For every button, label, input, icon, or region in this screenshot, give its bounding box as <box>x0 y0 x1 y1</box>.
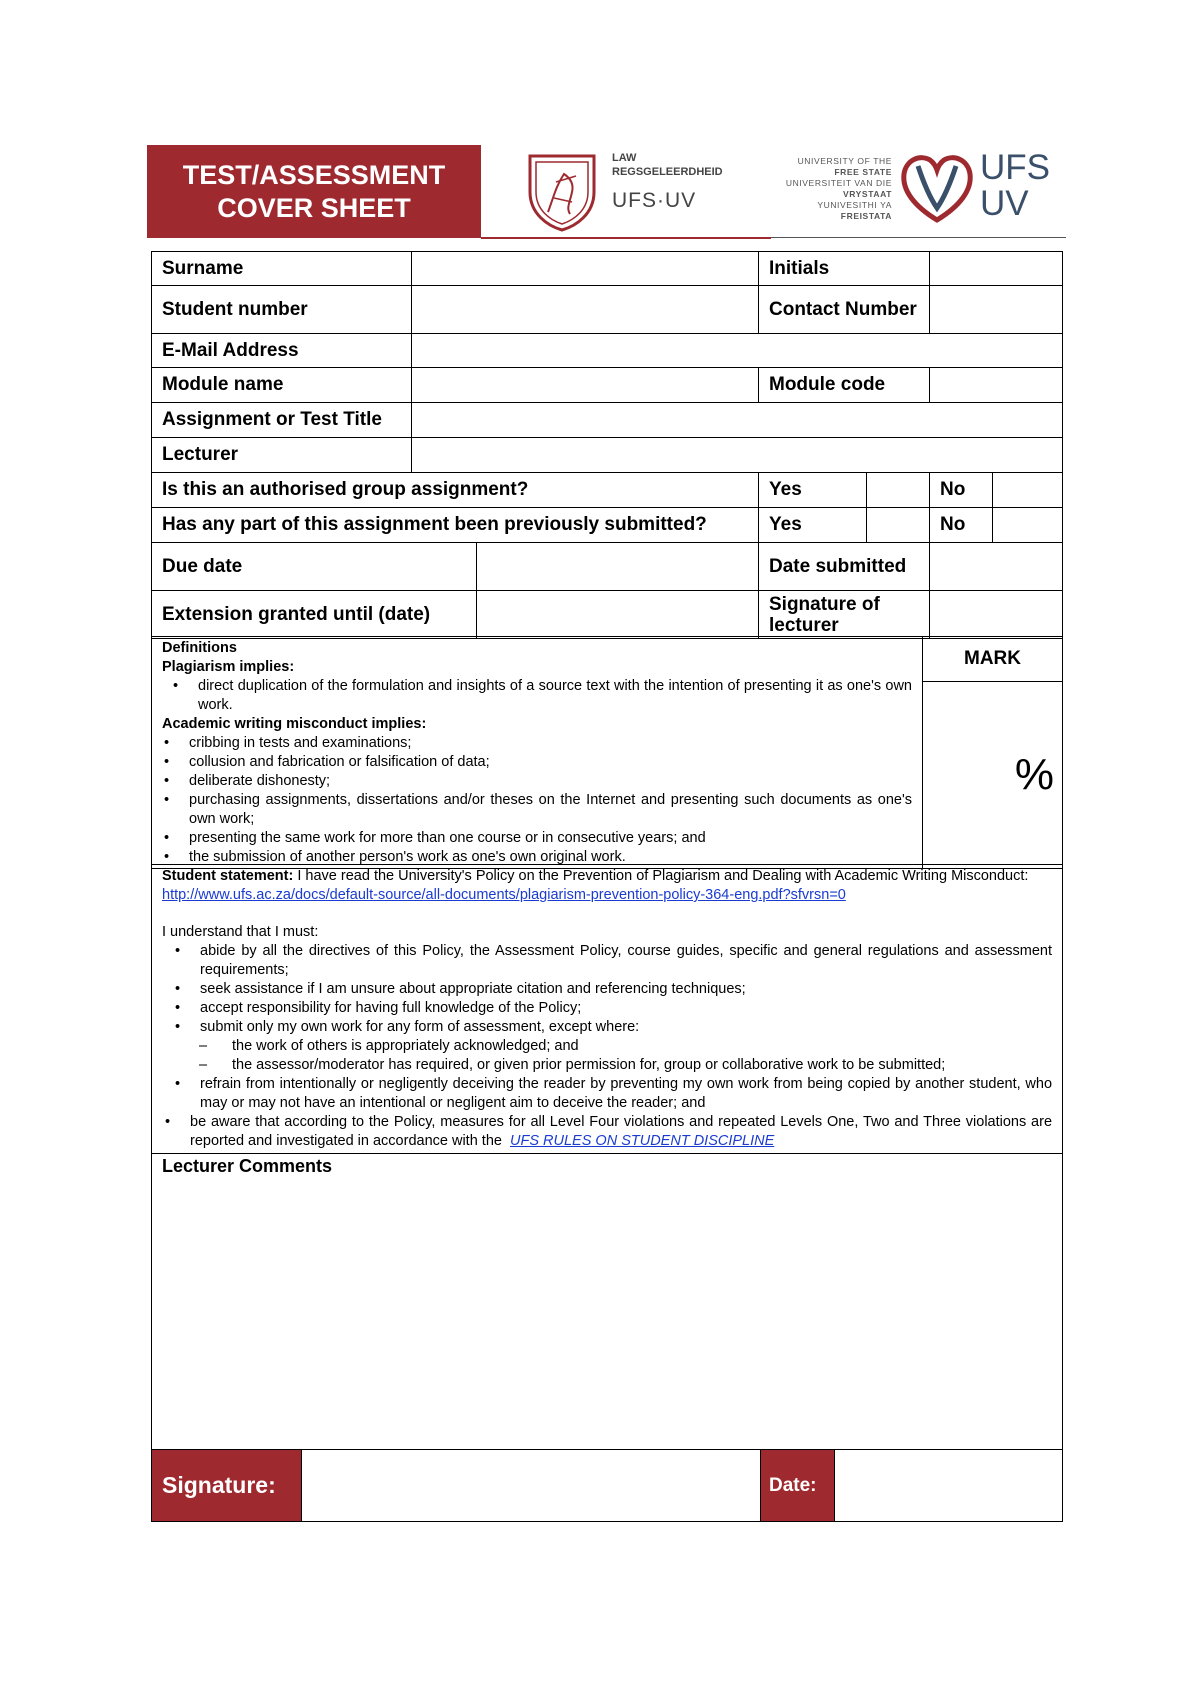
previous-no-label: No <box>930 508 993 543</box>
email-input[interactable] <box>412 334 1063 368</box>
statement-list-cont <box>162 1075 1052 1113</box>
group-question-label: Is this an authorised group assignment? <box>152 473 759 508</box>
due-date-label: Due date <box>152 543 477 591</box>
list-item: • deliberate dishonesty; <box>189 772 912 791</box>
law-line-2: REGSGELEERDHEID <box>612 166 723 178</box>
signature-lecturer-label: Signature of lecturer <box>759 591 930 639</box>
plagiarism-heading: Plagiarism implies: <box>162 659 295 675</box>
uni-line: UNIVERSITEIT VAN DIE <box>785 178 892 188</box>
law-crest-icon <box>526 152 598 232</box>
mark-input[interactable] <box>923 681 1063 868</box>
assignment-title-row <box>152 403 1063 438</box>
ufs-heart-logo-icon <box>898 150 976 226</box>
statement-table <box>151 864 1063 1522</box>
date-submitted-input[interactable] <box>930 543 1063 591</box>
plagiarism-list <box>162 677 912 715</box>
ufs-line-1: UFS <box>980 148 1050 187</box>
extension-row <box>152 591 1063 639</box>
law-faculty-text <box>612 151 723 179</box>
university-name <box>760 156 892 222</box>
surname-row <box>152 252 1063 286</box>
signature-label: Signature: <box>162 1472 276 1498</box>
student-number-row <box>152 286 1063 334</box>
date-submitted-label: Date submitted <box>759 543 930 591</box>
signature-input[interactable] <box>302 1450 761 1522</box>
previous-submission-row <box>152 508 1063 543</box>
ufs-wordmark <box>980 150 1050 222</box>
list-item: • refrain from intentionally or negligently deceiving the reader by preventing my own work from being copied by another student, who may or may not have an intentional or negligent aim to deceive the reader; and <box>200 1075 1052 1113</box>
understand-text: I understand that I must: <box>162 924 319 940</box>
previous-yes-label: Yes <box>759 508 867 543</box>
email-row <box>152 334 1063 368</box>
student-number-label: Student number <box>152 286 412 334</box>
percent-symbol: % <box>1014 749 1054 799</box>
mark-label: MARK <box>923 637 1063 682</box>
lecturer-input[interactable] <box>412 438 1063 473</box>
initials-label: Initials <box>759 252 930 286</box>
discipline-rules-link[interactable]: UFS RULES ON STUDENT DISCIPLINE <box>510 1133 775 1149</box>
extension-label: Extension granted until (date) <box>152 591 477 639</box>
previous-yes-box[interactable] <box>867 508 930 543</box>
law-ufs-text: UFS·UV <box>612 189 697 212</box>
list-item: • seek assistance if I am unsure about appropriate citation and referencing techniques; <box>200 980 1052 999</box>
misconduct-heading: Academic writing misconduct implies: <box>162 716 427 732</box>
header-divider <box>481 237 771 239</box>
lecturer-comments-cell[interactable] <box>152 1154 1063 1450</box>
definitions-table <box>151 636 1063 869</box>
group-assignment-row <box>152 473 1063 508</box>
module-code-label: Module code <box>759 368 930 403</box>
list-item <box>190 1113 1052 1151</box>
due-date-row <box>152 543 1063 591</box>
list-item: • direct duplication of the formulation and insights of a source text with the intention of presenting it as one's own work. <box>198 677 912 715</box>
header-divider-right <box>771 237 1066 238</box>
due-date-input[interactable] <box>477 543 759 591</box>
exception-list <box>162 1037 1052 1075</box>
assignment-title-input[interactable] <box>412 403 1063 438</box>
contact-number-label: Contact Number <box>759 286 930 334</box>
uni-line: FREE STATE <box>834 167 892 177</box>
policy-link[interactable]: http://www.ufs.ac.za/docs/default-source/all-documents/plagiarism-prevention-policy-364-eng.pdf?sfvrsn=0 <box>162 887 846 903</box>
assignment-title-label: Assignment or Test Title <box>152 403 412 438</box>
violations-text: be aware that according to the Policy, measures for all Level Four violations and repeated Levels One, Two and Three violations are reported and investigated in accordance with the <box>190 1114 1053 1149</box>
date-input[interactable] <box>835 1450 1063 1522</box>
list-item: – the work of others is appropriately acknowledged; and <box>232 1037 1052 1056</box>
cover-sheet-title <box>147 145 481 238</box>
group-yes-label: Yes <box>759 473 867 508</box>
surname-label: Surname <box>152 252 412 286</box>
date-label-cell <box>761 1450 835 1522</box>
previous-no-box[interactable] <box>993 508 1063 543</box>
list-item: • purchasing assignments, dissertations and/or theses on the Internet and presenting such documents as one's own work; <box>189 791 912 829</box>
list-item: • abide by all the directives of this Policy, the Assessment Policy, course guides, specific and general regulations and assessment requirements; <box>200 942 1052 980</box>
surname-input[interactable] <box>412 252 759 286</box>
definitions-heading: Definitions <box>162 640 237 656</box>
signature-lecturer-input[interactable] <box>930 591 1063 639</box>
statement-label: Student statement: <box>162 868 294 884</box>
statement-list-final <box>162 1113 1052 1151</box>
title-line-1: TEST/ASSESSMENT <box>182 159 446 190</box>
statement-text: I have read the University's Policy on the Prevention of Plagiarism and Dealing with Academic Writing Misconduct: <box>297 868 1029 884</box>
email-label: E-Mail Address <box>152 334 412 368</box>
uni-line: FREISTATA <box>840 211 892 221</box>
statement-list <box>162 942 1052 1037</box>
lecturer-label: Lecturer <box>152 438 412 473</box>
signature-label-cell <box>152 1450 302 1522</box>
list-item: • the submission of another person's work as one's own original work. <box>189 848 912 867</box>
list-item: – the assessor/moderator has required, or given prior permission for, group or collaborative work to be submitted; <box>232 1056 1052 1075</box>
initials-input[interactable] <box>930 252 1063 286</box>
group-yes-box[interactable] <box>867 473 930 508</box>
module-code-input[interactable] <box>930 368 1063 403</box>
list-item: • collusion and fabrication or falsification of data; <box>189 753 912 772</box>
list-item: • accept responsibility for having full knowledge of the Policy; <box>200 999 1052 1018</box>
student-statement-cell <box>152 865 1063 1154</box>
definitions-cell <box>152 637 923 869</box>
date-label: Date: <box>769 1474 817 1496</box>
previous-question-label: Has any part of this assignment been previously submitted? <box>152 508 759 543</box>
contact-number-input[interactable] <box>930 286 1063 334</box>
student-info-table <box>151 251 1063 639</box>
misconduct-list <box>162 734 912 867</box>
student-number-input[interactable] <box>412 286 759 334</box>
group-no-label: No <box>930 473 993 508</box>
title-line-2: COVER SHEET <box>217 192 411 223</box>
ufs-line-2: UV <box>980 184 1029 223</box>
module-row <box>152 368 1063 403</box>
statement-paragraph <box>162 867 1052 905</box>
uni-line: YUNIVESITHI YA <box>817 200 892 210</box>
uni-line: UNIVERSITY OF THE <box>797 156 892 166</box>
uni-line: VRYSTAAT <box>842 189 892 199</box>
list-item: • presenting the same work for more than one course or in consecutive years; and <box>189 829 912 848</box>
law-line-1: LAW <box>612 152 637 164</box>
extension-input[interactable] <box>477 591 759 639</box>
group-no-box[interactable] <box>993 473 1063 508</box>
list-item: • submit only my own work for any form of assessment, except where: <box>200 1018 1052 1037</box>
list-item: • cribbing in tests and examinations; <box>189 734 912 753</box>
module-name-label: Module name <box>152 368 412 403</box>
lecturer-comments-label: Lecturer Comments <box>162 1156 333 1176</box>
lecturer-row <box>152 438 1063 473</box>
module-name-input[interactable] <box>412 368 759 403</box>
